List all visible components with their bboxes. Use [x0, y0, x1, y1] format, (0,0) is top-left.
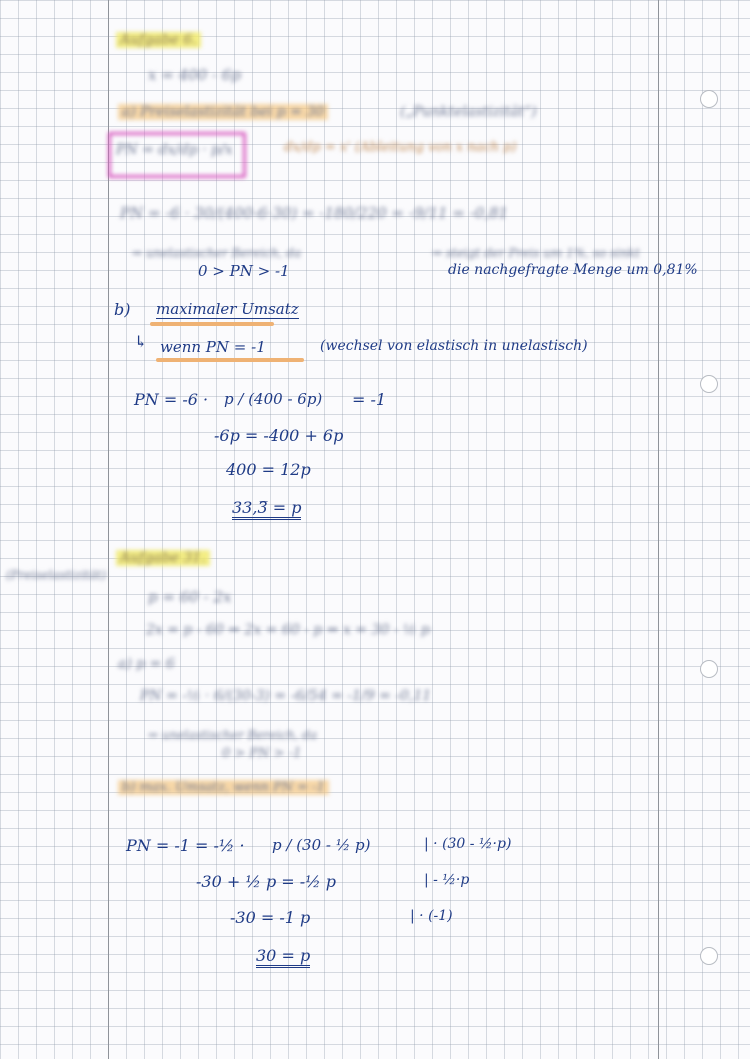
- exercise-title: Aufgabe 31.: [116, 550, 210, 566]
- punch-hole: [700, 375, 718, 393]
- arrow-glyph: ↳: [134, 332, 148, 351]
- interpretation-left: ⇒ unelastischer Bereich, da: [132, 246, 302, 260]
- interpretation-right: ⇒ steigt der Preis um 1%, so sinkt: [432, 246, 640, 260]
- part-a-heading: a) Preiselastizität bei p = 30: [118, 104, 328, 120]
- result-p: 33,3̅ = p: [232, 498, 301, 520]
- elasticity-calculation: PN = -½ · 6/(30-3) = -6/54 = -1/9 = -0,11: [140, 688, 432, 704]
- interpretation-continued: die nachgefragte Menge um 0,81%: [448, 262, 698, 278]
- part-b-heading: b) max. Umsatz, wenn PN = -1: [118, 780, 329, 795]
- elasticity-formula: PN = dx/dp · p/x: [116, 142, 233, 158]
- equation-1-fraction: p / (30 - ½ p): [272, 836, 371, 854]
- highlight-underline: [156, 358, 304, 362]
- equation-3-operation: | · (-1): [410, 908, 453, 924]
- highlight-underline: [150, 322, 274, 326]
- elasticity-calculation: PN = -6 · 30/(400-6·30) = -180/220 = -9/11 = -0,81: [120, 204, 509, 222]
- part-a-note: („Punktelastizität“): [400, 104, 537, 120]
- blurred-section-bottom: [0, 530, 750, 800]
- exercise-title: Aufgabe 6.: [116, 32, 201, 48]
- equation-2-operation: | - ½·p: [424, 872, 470, 888]
- rearrangement: 2x = p - 60 ⇒ 2x = 60 - p ⇒ x = 30 - ½ p: [146, 622, 430, 638]
- interpretation: ⇒ unelastischer Bereich, da: [148, 728, 318, 742]
- elasticity-condition: 0 > PN > -1: [198, 262, 290, 280]
- side-note: (Preiselastizität): [6, 568, 107, 582]
- equation-1-left: PN = -6 ·: [134, 390, 209, 409]
- equation-2: -30 + ½ p = -½ p: [196, 872, 336, 891]
- equation-2: -6p = -400 + 6p: [214, 426, 344, 445]
- blurred-section-top: [0, 0, 750, 265]
- equation-3: -30 = -1 p: [230, 908, 311, 927]
- part-b-title: maximaler Umsatz: [156, 300, 299, 318]
- part-b-label: b): [114, 300, 131, 319]
- equation-1-fraction: p / (400 - 6p): [224, 390, 323, 408]
- equation-1-left: PN = -1 = -½ ·: [126, 836, 245, 855]
- punch-hole: [700, 947, 718, 965]
- equation-1-operation: | · (30 - ½·p): [424, 836, 512, 852]
- result-p: 30 = p: [256, 946, 310, 968]
- part-a-heading: a) p = 6: [118, 656, 175, 672]
- formula-note: dx/dp = x' (Ableitung von x nach p): [284, 140, 517, 155]
- equation-3: 400 = 12p: [226, 460, 311, 479]
- demand-function: x = 400 - 6p: [148, 66, 241, 84]
- part-b-condition: wenn PN = -1: [160, 338, 266, 356]
- elasticity-condition: 0 > PN > -1: [222, 746, 302, 761]
- equation-1-right: = -1: [352, 390, 387, 409]
- demand-function: p = 60 - 2x: [148, 588, 232, 606]
- part-b-note: (wechsel von elastisch in unelastisch): [320, 338, 588, 354]
